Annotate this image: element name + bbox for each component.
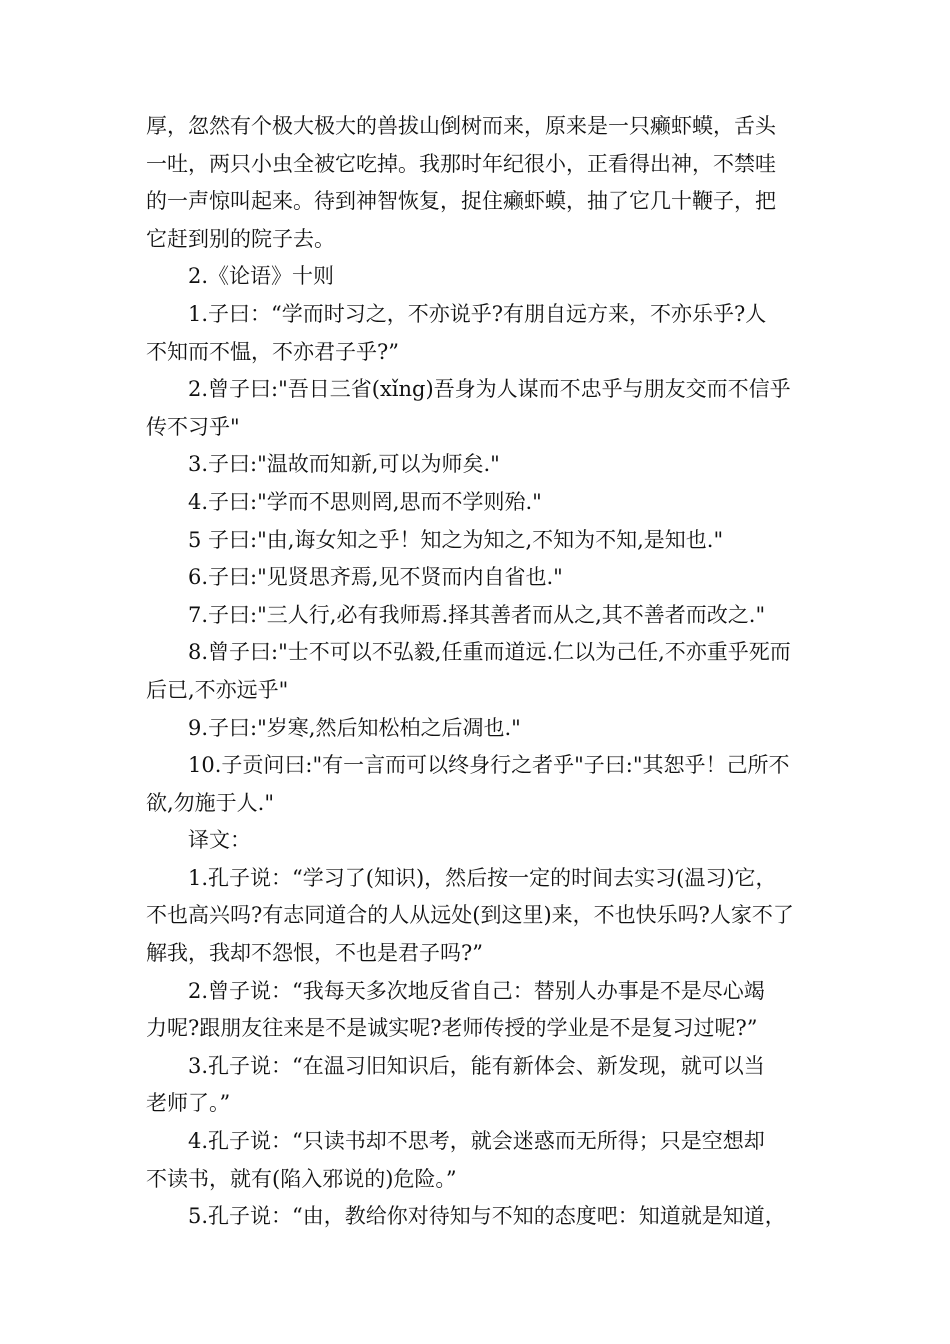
text-line: 不知而不愠，不亦君子乎?” xyxy=(146,339,399,364)
document-body xyxy=(146,108,810,1236)
text-line: 力呢?跟朋友往来是不是诚实呢?老师传授的学业是不是复习过呢?” xyxy=(146,1016,758,1041)
text-line: 6.子曰:"见贤思齐焉,见不贤而内自省也." xyxy=(188,565,563,590)
text-line: 解我，我却不怨恨，不也是君子吗?” xyxy=(146,941,483,966)
text-line: 的一声惊叫起来。待到神智恢复，捉住癞虾蟆，抽了它几十鞭子，把 xyxy=(146,189,776,214)
text-line: 老师了。” xyxy=(146,1091,231,1116)
text-line: 2.曾子曰:"吾日三省(xǐng)吾身为人谋而不忠乎与朋友交而不信乎 xyxy=(188,377,791,402)
text-line: 9.子曰:"岁寒,然后知松柏之后凋也." xyxy=(188,715,521,740)
text-line: 5 子曰:"由,诲女知之乎！知之为知之,不知为不知,是知也." xyxy=(188,527,724,552)
text-line: 5.孔子说：“由，教给你对待知与不知的态度吧：知道就是知道， xyxy=(188,1204,786,1229)
text-line: 传不习乎" xyxy=(146,414,240,439)
text-line: 一吐，两只小虫全被它吃掉。我那时年纪很小，正看得出神，不禁哇 xyxy=(146,151,776,176)
section-heading: 译文： xyxy=(188,828,251,853)
text-line: 10.子贡问曰:"有一言而可以终身行之者乎"子曰:"其恕乎！己所不 xyxy=(188,753,790,778)
text-line: 8.曾子曰:"士不可以不弘毅,任重而道远.仁以为己任,不亦重乎死而 xyxy=(188,640,791,665)
text-line: 1.子曰：“学而时习之，不亦说乎?有朋自远方来，不亦乐乎?人 xyxy=(188,301,767,326)
text-line: 7.子曰:"三人行,必有我师焉.择其善者而从之,其不善者而改之." xyxy=(188,602,766,627)
text-line: 厚，忽然有个极大极大的兽拔山倒树而来，原来是一只癞虾蟆，舌头 xyxy=(146,114,776,138)
text-line: 2.曾子说：“我每天多次地反省自己：替别人办事是不是尽心竭 xyxy=(188,978,765,1003)
text-line: 不读书，就有(陷入邪说的)危险。” xyxy=(146,1166,457,1191)
text-line: 4.子曰:"学而不思则罔,思而不学则殆." xyxy=(188,489,542,514)
text-line: 它赶到别的院子去。 xyxy=(146,226,335,251)
text-line: 不也高兴吗?有志同道合的人从远处(到这里)来，不也快乐吗?人家不了 xyxy=(146,903,794,928)
text-line: 3.孔子说：“在温习旧知识后，能有新体会、新发现，就可以当 xyxy=(188,1053,765,1078)
text-line: 欲,勿施于人." xyxy=(146,790,275,815)
text-line: 3.子曰:"温故而知新,可以为师矣." xyxy=(188,452,500,477)
text-line: 1.孔子说：“学习了(知识)，然后按一定的时间去实习(温习)它， xyxy=(188,865,777,890)
text-line: 后已,不亦远乎" xyxy=(146,677,289,702)
section-heading: 2.《论语》十则 xyxy=(188,264,335,289)
text-line: 4.孔子说：“只读书却不思考，就会迷惑而无所得；只是空想却 xyxy=(188,1129,765,1154)
